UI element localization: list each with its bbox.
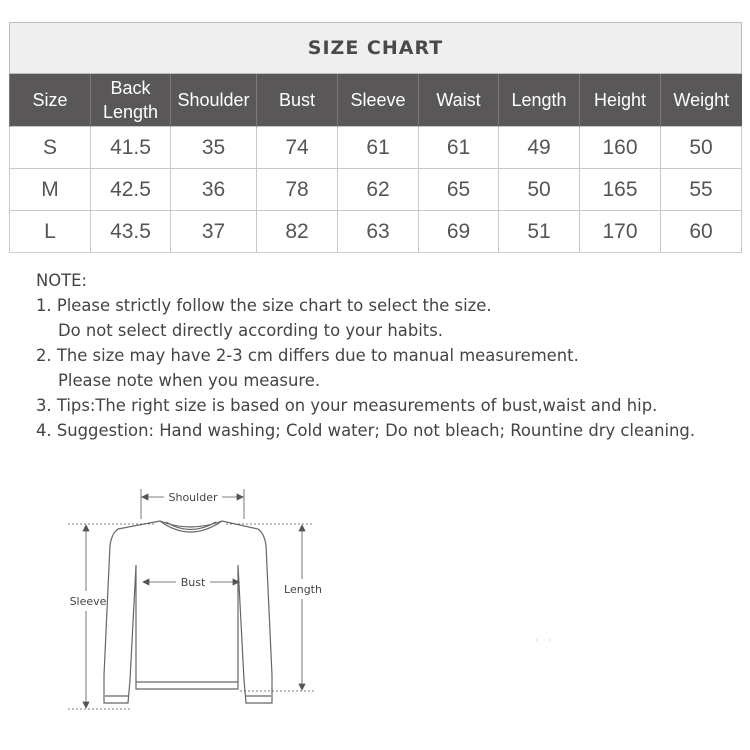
column-header: Height xyxy=(580,74,661,127)
size-chart-table xyxy=(9,22,742,253)
table-cell: S xyxy=(10,127,91,169)
note-line: 3. Tips:The right size is based on your measurements of bust,waist and hip. xyxy=(36,396,658,415)
table-row xyxy=(10,211,742,253)
table-cell: 160 xyxy=(580,127,661,169)
column-header: Shoulder xyxy=(171,74,257,127)
table-cell: M xyxy=(10,169,91,211)
table-cell: 61 xyxy=(338,127,419,169)
decorative-dots: · · xyxy=(535,636,555,645)
table-cell: 49 xyxy=(499,127,580,169)
notes-section xyxy=(36,268,736,443)
table-cell: 51 xyxy=(499,211,580,253)
table-cell: 41.5 xyxy=(91,127,171,169)
table-cell: 42.5 xyxy=(91,169,171,211)
table-cell: 82 xyxy=(257,211,338,253)
note-line: 2. The size may have 2-3 cm differs due to manual measurement. xyxy=(36,346,579,365)
table-header-row xyxy=(10,74,742,127)
note-line: 1. Please strictly follow the size chart to select the size. xyxy=(36,296,492,315)
table-cell: 62 xyxy=(338,169,419,211)
table-cell: 65 xyxy=(419,169,499,211)
column-header: Back Length xyxy=(91,74,171,127)
column-header: Waist xyxy=(419,74,499,127)
table-cell: L xyxy=(10,211,91,253)
table-cell: 60 xyxy=(661,211,742,253)
column-header: Bust xyxy=(257,74,338,127)
table-cell: 61 xyxy=(419,127,499,169)
table-cell: 50 xyxy=(661,127,742,169)
table-cell: 55 xyxy=(661,169,742,211)
table-cell: 37 xyxy=(171,211,257,253)
column-header: Length xyxy=(499,74,580,127)
garment-measurement-diagram xyxy=(50,475,350,720)
size-chart-title: SIZE CHART xyxy=(10,23,742,74)
column-header: Sleeve xyxy=(338,74,419,127)
note-line: Please note when you measure. xyxy=(58,371,321,390)
table-cell: 63 xyxy=(338,211,419,253)
note-line: Do not select directly according to your habits. xyxy=(58,321,443,340)
shoulder-label: Shoulder xyxy=(168,491,218,504)
notes-heading: NOTE: xyxy=(36,271,88,290)
column-header: Size xyxy=(10,74,91,127)
sleeve-label: Sleeve xyxy=(69,595,107,608)
table-cell: 43.5 xyxy=(91,211,171,253)
table-cell: 165 xyxy=(580,169,661,211)
table-cell: 78 xyxy=(257,169,338,211)
table-cell: 170 xyxy=(580,211,661,253)
note-line: 4. Suggestion: Hand washing; Cold water; Do not bleach; Rountine dry cleaning. xyxy=(36,421,696,440)
length-label: Length xyxy=(284,583,322,596)
table-cell: 36 xyxy=(171,169,257,211)
table-row xyxy=(10,169,742,211)
sweater-outline-icon xyxy=(104,521,272,703)
section-divider xyxy=(10,252,740,253)
table-cell: 35 xyxy=(171,127,257,169)
table-cell: 74 xyxy=(257,127,338,169)
table-cell: 69 xyxy=(419,211,499,253)
table-row xyxy=(10,127,742,169)
bust-label: Bust xyxy=(180,576,206,589)
column-header: Weight xyxy=(661,74,742,127)
table-cell: 50 xyxy=(499,169,580,211)
